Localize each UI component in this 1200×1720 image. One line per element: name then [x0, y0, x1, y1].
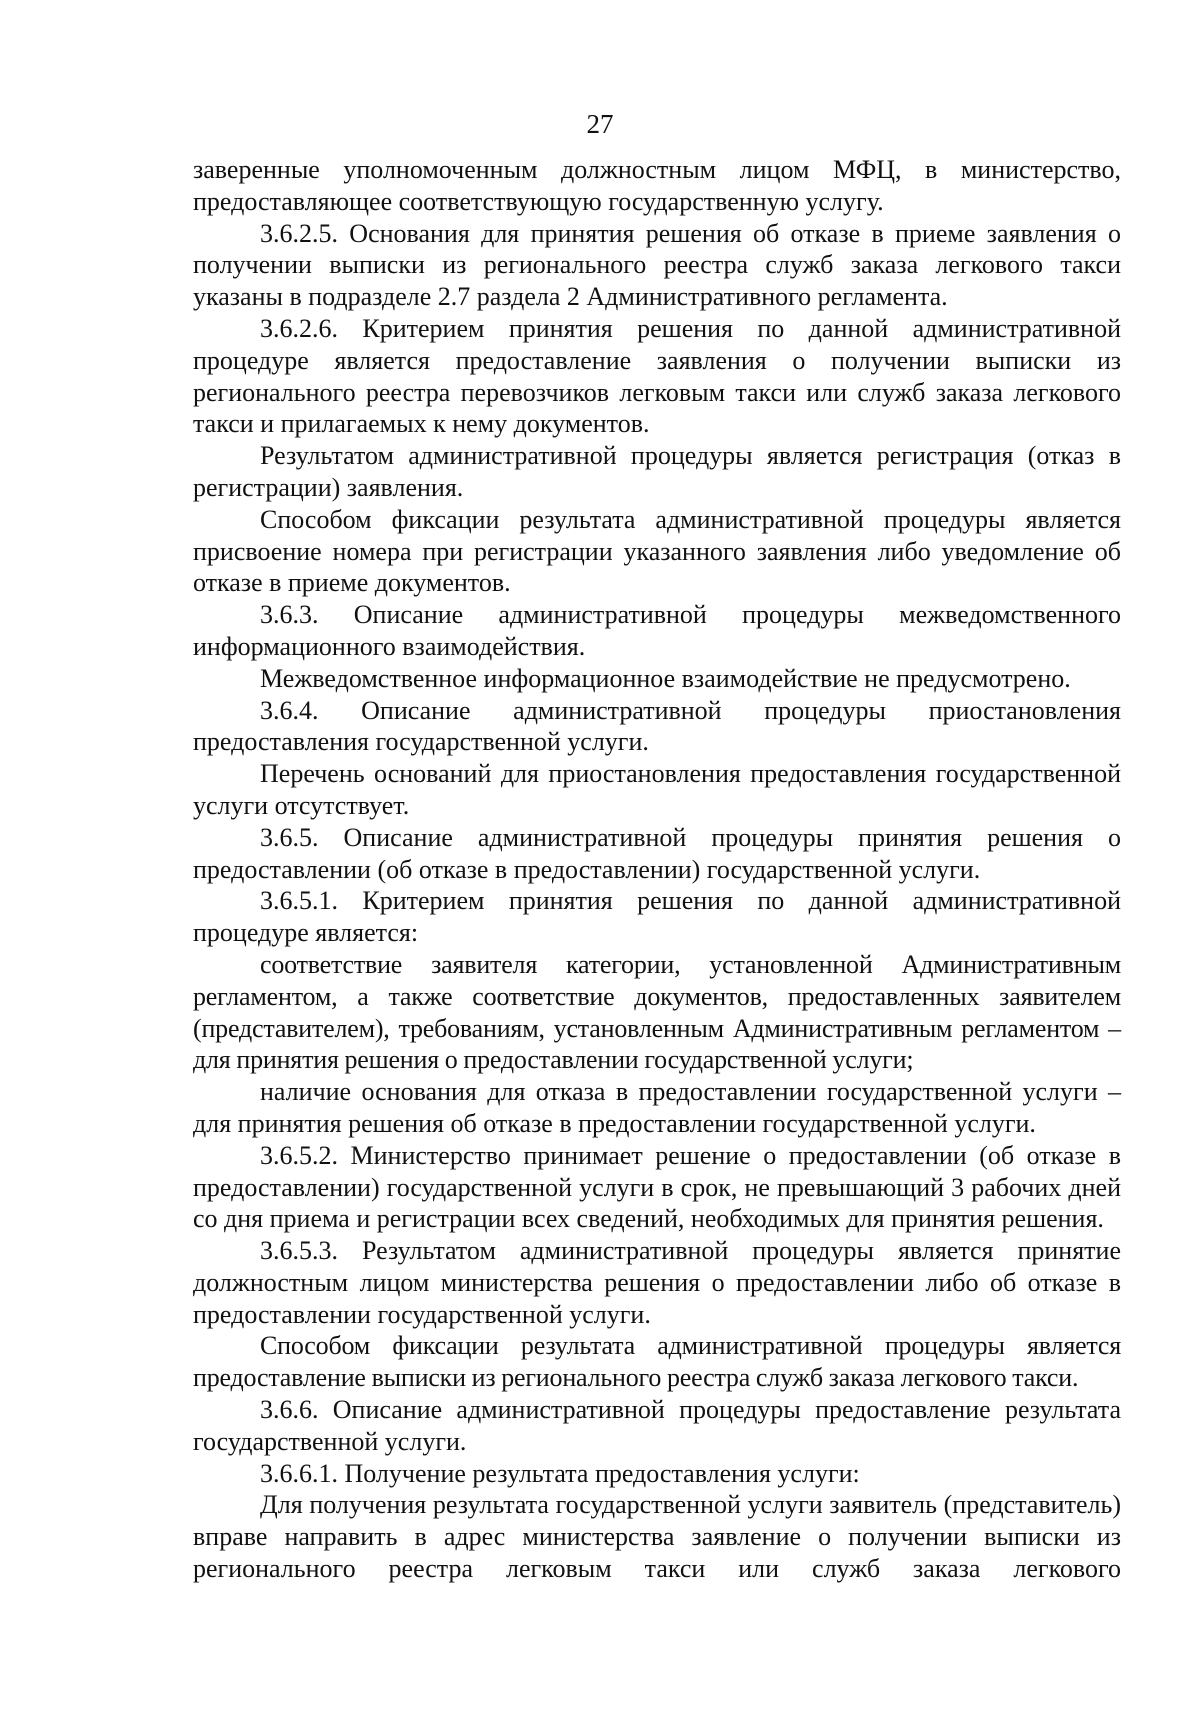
paragraph: Перечень оснований для приостановления предоставления государственной услуги отсутствует.	[193, 759, 1121, 820]
paragraph: 3.6.2.5. Основания для принятия решения об отказе в приеме заявления о получении выписки из регионального реестра служб заказа легкового такси указаны в подразделе 2.7 раздела 2 Административного регламента.	[193, 218, 1121, 312]
paragraph: 3.6.5.2. Министерство принимает решение о предоставлении (об отказе в предоставлении) государственной услуги в срок, не превышающий 3 рабочих дней со дня приема и регистрации всех сведений, необходимых для принятия решения.	[193, 1140, 1121, 1234]
paragraph: Межведомственное информационное взаимодействие не предусмотрено.	[260, 663, 1071, 693]
paragraph: наличие основания для отказа в предоставлении государственной услуги – для принятия решения об отказе в предоставлении государственной услуги.	[193, 1077, 1121, 1138]
paragraph: заверенные уполномоченным должностным лицом МФЦ, в министерство, предоставляющее соответствующую государственную услугу.	[193, 155, 1121, 216]
paragraph: 3.6.3. Описание административной процедуры межведомственного информационного взаимодействия.	[193, 600, 1121, 661]
paragraph: Способом фиксации результата административной процедуры является предоставление выписки из регионального реестра служб заказа легкового такси.	[193, 1331, 1121, 1393]
paragraph: Результатом административной процедуры является регистрация (отказ в регистрации) заявления.	[193, 441, 1121, 502]
paragraph: 3.6.5.1. Критерием принятия решения по данной административной процедуре является:	[193, 886, 1121, 948]
paragraph: 3.6.6. Описание административной процедуры предоставление результата государственной услуги.	[193, 1395, 1121, 1456]
paragraph: Способом фиксации результата административной процедуры является присвоение номера при регистрации указанного заявления либо уведомление об отказе в приеме документов.	[193, 504, 1121, 598]
paragraph: 3.6.4. Описание административной процедуры приостановления предоставления государственной услуги.	[193, 695, 1121, 757]
paragraph: соответствие заявителя категории, установленной Административным регламентом, а также соответствие документов, предоставленных заявителем (представителем), требованиям, установленным Административным регламентом – для принятия решения о предоставлении государственной услуги;	[193, 949, 1121, 1075]
paragraph: 3.6.6.1. Получение результата предоставления услуги:	[260, 1458, 860, 1488]
document-body	[193, 154, 1121, 1585]
paragraph: 3.6.5.3. Результатом административной процедуры является принятие должностным лицом министерства решения о предоставлении либо об отказе в предоставлении государственной услуги.	[193, 1236, 1121, 1329]
paragraph: 3.6.2.6. Критерием принятия решения по данной административной процедуре является предоставление заявления о получении выписки из регионального реестра перевозчиков легковым такси или служб заказа легкового такси и прилагаемых к нему документов.	[193, 313, 1121, 439]
paragraph: Для получения результата государственной услуги заявитель (представитель) вправе направить в адрес министерства заявление о получении выписки из регионального реестра легковым такси или служб заказа легкового	[193, 1490, 1121, 1584]
paragraph: 3.6.5. Описание административной процедуры принятия решения о предоставлении (об отказе в предоставлении) государственной услуги.	[193, 822, 1121, 884]
page-number: 27	[586, 109, 614, 139]
